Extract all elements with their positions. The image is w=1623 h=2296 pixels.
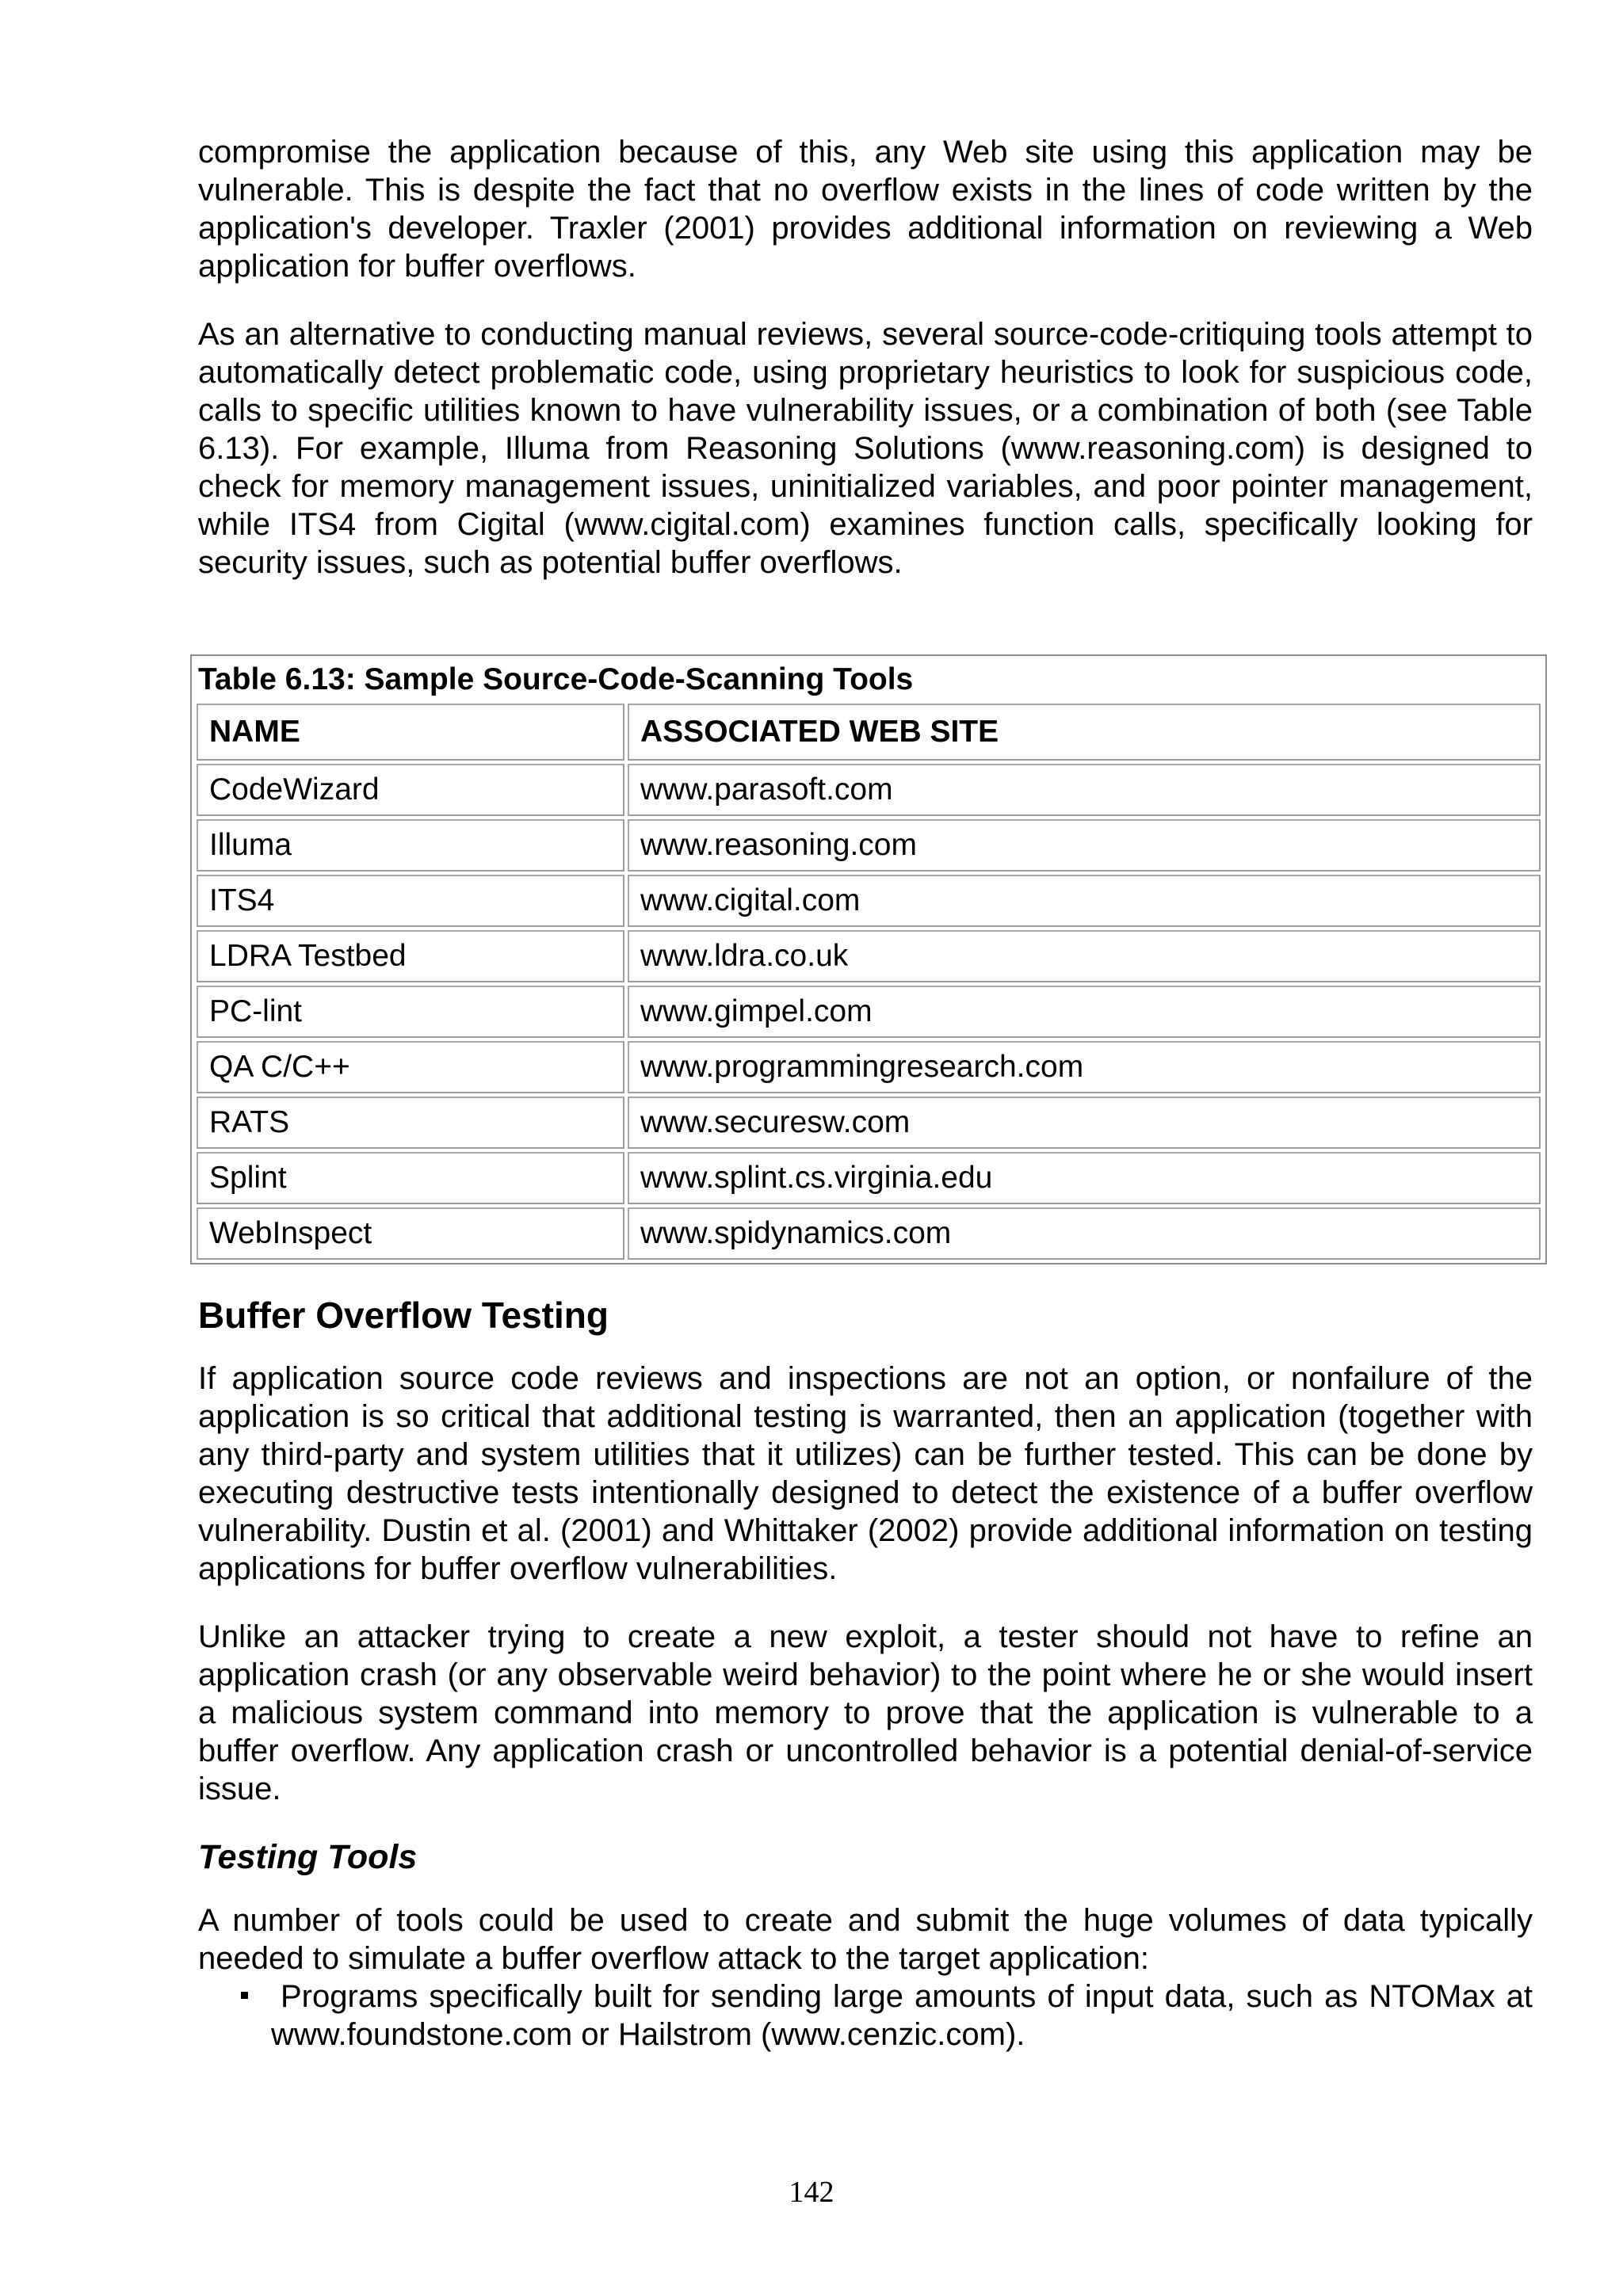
tool-website-cell: www.ldra.co.uk xyxy=(628,930,1541,982)
tool-name-cell: PC-lint xyxy=(197,986,624,1038)
page-number: 142 xyxy=(789,2176,834,2209)
tool-website-cell: www.parasoft.com xyxy=(628,764,1541,816)
tool-website-cell: www.securesw.com xyxy=(628,1097,1541,1149)
tool-website-cell: www.reasoning.com xyxy=(628,819,1541,871)
source-code-scanning-tools-table xyxy=(193,700,1544,1263)
tool-website-cell: www.spidynamics.com xyxy=(628,1207,1541,1260)
list-item xyxy=(198,1978,1533,2054)
table-row xyxy=(197,986,1541,1038)
table-row xyxy=(197,819,1541,871)
paragraph-intro-continuation: compromise the application because of this, any Web site using this application may be vulnerable. This is despite the fact that no overflow exists in the lines of code written by the application's developer. Traxler (2001) provides additional information on reviewing a Web application for buffer overflows. xyxy=(198,135,1533,284)
section-heading-buffer-overflow-testing: Buffer Overflow Testing xyxy=(198,1295,609,1336)
table-row xyxy=(197,764,1541,816)
tool-name-cell: RATS xyxy=(197,1097,624,1149)
testing-tools-list xyxy=(198,1978,1533,2054)
tool-name-cell: QA C/C++ xyxy=(197,1041,624,1093)
tool-name-cell: CodeWizard xyxy=(197,764,624,816)
table-row xyxy=(197,1041,1541,1093)
paragraph-testing-tools-intro: A number of tools could be used to create and submit the huge volumes of data typically needed to simulate a buffer overflow attack to the target application: xyxy=(198,1903,1533,1976)
column-header-name: NAME xyxy=(197,704,624,761)
tool-name-cell: Splint xyxy=(197,1152,624,1204)
tool-website-cell: www.cigital.com xyxy=(628,875,1541,927)
column-header-web-site: ASSOCIATED WEB SITE xyxy=(628,704,1541,761)
paragraph-source-code-tools: As an alternative to conducting manual reviews, several source-code-critiquing tools attempt to automatically detect problematic code, using proprietary heuristics to look for suspicious code, calls to specific utilities known to have vulnerability issues, or a combination of both (see Table 6.13). For example, Illuma from Reasoning Solutions (www.reasoning.com) is designed to check for memory management issues, uninitialized variables, and poor pointer management, while ITS4 from Cigital (www.cigital.com) examines function calls, specifically looking for security issues, such as potential buffer overflows. xyxy=(198,317,1533,580)
table-row xyxy=(197,1152,1541,1204)
paragraph-destructive-testing: If application source code reviews and inspections are not an option, or nonfailure of the application is so critical that additional testing is warranted, then an application (together with any third-party and system utilities that it utilizes) can be further tested. This can be done by executing destructive tests intentionally designed to detect the existence of a buffer overflow vulnerability. Dustin et al. (2001) and Whittaker (2002) provide additional information on testing applications for buffer overflow vulnerabilities. xyxy=(198,1361,1533,1586)
tool-name-cell: Illuma xyxy=(197,819,624,871)
tool-name-cell: ITS4 xyxy=(197,875,624,927)
tool-name-cell: WebInspect xyxy=(197,1207,624,1260)
page-content xyxy=(198,133,1533,2054)
square-bullet-icon xyxy=(241,1992,248,1999)
table-row xyxy=(197,1097,1541,1149)
table-header-row xyxy=(197,704,1541,761)
paragraph-tester-vs-attacker: Unlike an attacker trying to create a new exploit, a tester should not have to refine an application crash (or any observable weird behavior) to the point where he or she would insert a malicious system command into memory to prove that the application is vulnerable to a buffer overflow. Any application crash or uncontrolled behavior is a potential denial-of-service issue. xyxy=(198,1619,1533,1806)
table-caption: Table 6.13: Sample Source-Code-Scanning Tools xyxy=(198,662,914,696)
table-row xyxy=(197,875,1541,927)
list-item-text: Programs specifically built for sending large amounts of input data, such as NTOMax at www.foundstone.com or Hailstrom (www.cenzic.com). xyxy=(271,1979,1533,2052)
table-row xyxy=(197,930,1541,982)
tool-website-cell: www.gimpel.com xyxy=(628,986,1541,1038)
tools-table-container xyxy=(190,654,1547,1264)
tool-website-cell: www.splint.cs.virginia.edu xyxy=(628,1152,1541,1204)
table-row xyxy=(197,1207,1541,1260)
tool-website-cell: www.programmingresearch.com xyxy=(628,1041,1541,1093)
subsection-heading-testing-tools: Testing Tools xyxy=(198,1838,418,1876)
tool-name-cell: LDRA Testbed xyxy=(197,930,624,982)
